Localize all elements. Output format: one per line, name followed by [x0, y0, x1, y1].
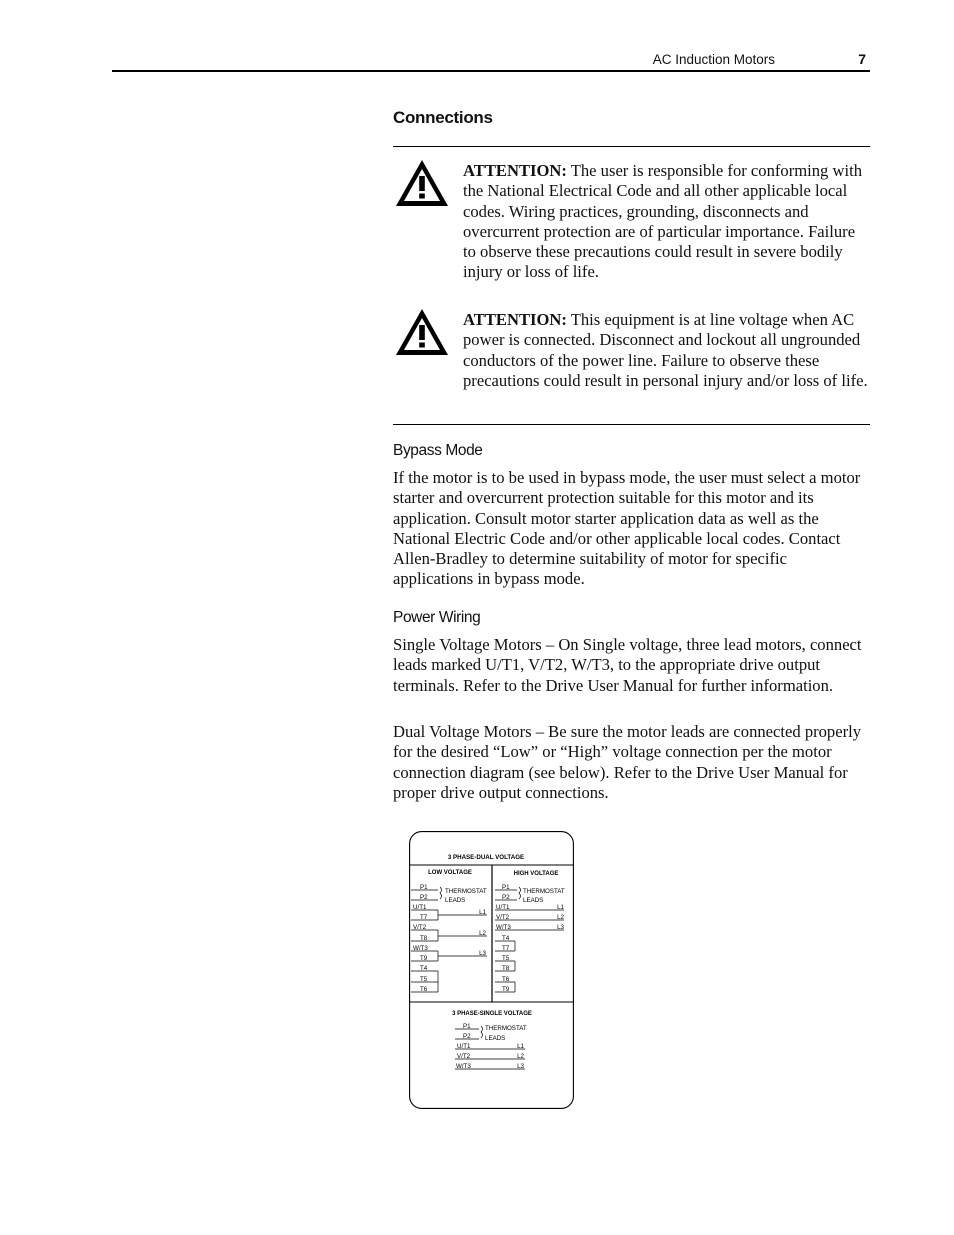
lead-label: U/T1 [457, 1043, 471, 1050]
single-voltage-title: 3 PHASE-SINGLE VOLTAGE [452, 1011, 532, 1017]
attention-label: ATTENTION: [463, 310, 567, 329]
lead-label: T6 [420, 986, 428, 993]
lead-label: T7 [502, 945, 510, 952]
dual-voltage-paragraph: Dual Voltage Motors – Be sure the motor leads are connected properly for the desired “Low” or “High” voltage connection per the motor connection diagram (see below). Refer to the Drive User Manual for proper drive output connections. [393, 722, 862, 802]
lead-label: P1 [463, 1023, 471, 1030]
lead-label: W/T3 [456, 1063, 471, 1070]
low-voltage-title: LOW VOLTAGE [428, 870, 472, 876]
line-label: L1 [517, 1043, 524, 1050]
page-number: 7 [858, 51, 866, 67]
thermostat-label: THERMOSTAT [445, 888, 487, 895]
lead-label: T8 [420, 935, 428, 942]
line-label: L2 [479, 930, 486, 937]
section-title: Connections [393, 108, 493, 127]
lead-label: U/T1 [413, 904, 427, 911]
line-label: L2 [557, 914, 564, 921]
lead-label: T9 [502, 986, 510, 993]
lead-label: T4 [420, 965, 428, 972]
line-label: L1 [479, 909, 486, 916]
line-label: L1 [557, 904, 564, 911]
lead-label: T6 [502, 976, 510, 983]
attention-block-2 [463, 310, 868, 391]
running-header-title: AC Induction Motors [652, 52, 775, 67]
lead-label: W/T3 [496, 924, 511, 931]
lead-label: V/T2 [457, 1053, 471, 1060]
thermostat-label: THERMOSTAT [523, 888, 565, 895]
warning-icon [394, 158, 450, 208]
thermostat-label: THERMOSTAT [485, 1025, 527, 1032]
lead-label: T4 [502, 935, 510, 942]
lead-label: T9 [420, 955, 428, 962]
thermostat-label: LEADS [445, 897, 466, 904]
bypass-mode-paragraph: If the motor is to be used in bypass mode, the user must select a motor starter and overcurrent protection suitable for this motor and its application. Consult motor starter application data as well as the National Electric Code and/or other applicable local codes. Contact Allen-Bradley to determine suitability of motor for specific applications in bypass mode. [393, 468, 861, 589]
lead-label: V/T2 [496, 914, 510, 921]
high-voltage-title: HIGH VOLTAGE [513, 871, 559, 877]
line-label: L3 [517, 1063, 524, 1070]
lead-label: U/T1 [496, 904, 510, 911]
lead-label: P2 [463, 1033, 471, 1040]
bypass-mode-heading: Bypass Mode [393, 442, 483, 459]
lead-label: T5 [420, 976, 428, 983]
lead-label: P2 [420, 894, 428, 901]
warning-icon [394, 307, 450, 357]
thermostat-label: LEADS [523, 897, 544, 904]
lead-label: T8 [502, 965, 510, 972]
lead-label: T5 [502, 955, 510, 962]
lead-label: T7 [420, 914, 428, 921]
lead-label: P1 [420, 884, 428, 891]
motor-connection-diagram [409, 831, 574, 1109]
single-voltage-paragraph: Single Voltage Motors – On Single voltage, three lead motors, connect leads marked U/T1, V/T2, W/T3, to the appropriate drive output terminals. Refer to the Drive User Manual for further information. [393, 635, 862, 695]
lead-label: W/T3 [413, 945, 428, 952]
lead-label: P2 [502, 894, 510, 901]
lead-label: P1 [502, 884, 510, 891]
attention-block-1 [463, 161, 868, 283]
line-label: L3 [479, 950, 486, 957]
attention-label: ATTENTION: [463, 161, 567, 180]
attention-text: This equipment is at line voltage when AC power is connected. Disconnect and lockout all ungrounded conductors of the power line. Failure to observe these precautions could result in personal injury and/or loss of life. [463, 310, 868, 390]
line-label: L3 [557, 924, 564, 931]
attention-bottom-rule [393, 424, 870, 425]
lead-label: V/T2 [413, 924, 427, 931]
attention-top-rule [393, 146, 870, 147]
line-label: L2 [517, 1053, 524, 1060]
dual-voltage-title: 3 PHASE-DUAL VOLTAGE [447, 854, 525, 861]
power-wiring-heading: Power Wiring [393, 609, 481, 626]
attention-text: The user is responsible for conforming with the National Electrical Code and all other applicable local codes. Wiring practices, grounding, disconnects and overcurrent protection are of particular importance. Failure to observe these precautions could result in severe bodily injury or loss of life. [463, 161, 862, 282]
header-rule [112, 70, 870, 72]
thermostat-label: LEADS [485, 1035, 506, 1042]
